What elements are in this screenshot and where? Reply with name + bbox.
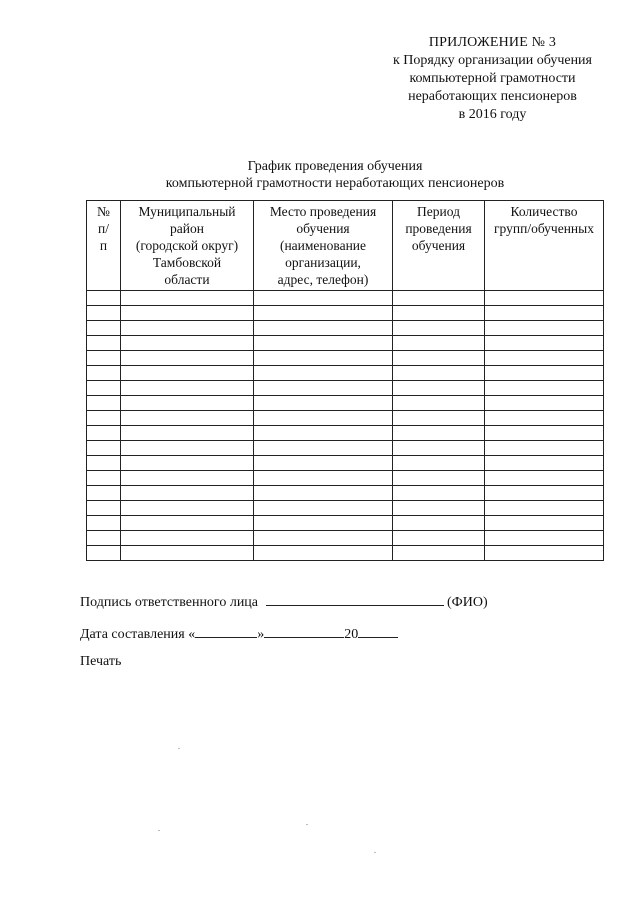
- table-cell[interactable]: [87, 516, 121, 531]
- table-body: [87, 291, 604, 561]
- table-row: [87, 396, 604, 411]
- table-row: [87, 456, 604, 471]
- column-header-line: адрес, телефон): [277, 272, 369, 287]
- table-cell[interactable]: [393, 381, 485, 396]
- table-cell[interactable]: [121, 366, 254, 381]
- table-cell[interactable]: [485, 501, 604, 516]
- table-cell[interactable]: [87, 381, 121, 396]
- column-header-line: групп/обученных: [494, 221, 594, 236]
- table-cell[interactable]: [87, 306, 121, 321]
- table-cell[interactable]: [393, 426, 485, 441]
- column-header-line: №: [97, 204, 110, 219]
- table-cell[interactable]: [254, 291, 393, 306]
- table-row: [87, 381, 604, 396]
- table-cell[interactable]: [121, 306, 254, 321]
- table-cell[interactable]: [485, 351, 604, 366]
- scan-speck: [374, 852, 376, 853]
- table-cell[interactable]: [121, 411, 254, 426]
- signature-line: [80, 592, 488, 611]
- table-cell[interactable]: [87, 441, 121, 456]
- table-cell[interactable]: [254, 426, 393, 441]
- table-cell[interactable]: [121, 426, 254, 441]
- table-cell[interactable]: [254, 321, 393, 336]
- table-cell[interactable]: [485, 441, 604, 456]
- appendix-title: ПРИЛОЖЕНИЕ № 3: [428, 35, 557, 50]
- table-cell[interactable]: [485, 546, 604, 561]
- table-cell[interactable]: [87, 336, 121, 351]
- table-cell[interactable]: [87, 351, 121, 366]
- table-cell[interactable]: [393, 531, 485, 546]
- table-cell[interactable]: [121, 456, 254, 471]
- table-cell[interactable]: [87, 486, 121, 501]
- column-header-line: Тамбовской: [152, 255, 222, 270]
- table-row: [87, 531, 604, 546]
- table-cell[interactable]: [485, 411, 604, 426]
- table-cell[interactable]: [87, 291, 121, 306]
- table-cell[interactable]: [254, 486, 393, 501]
- column-header-line: п: [99, 238, 108, 253]
- table-cell[interactable]: [485, 366, 604, 381]
- title-line-1: График проведения обучения: [247, 159, 423, 174]
- table-cell[interactable]: [87, 456, 121, 471]
- table-cell[interactable]: [393, 516, 485, 531]
- column-header-line: области: [164, 272, 210, 287]
- table-cell[interactable]: [87, 531, 121, 546]
- table-row: [87, 411, 604, 426]
- table-cell[interactable]: [485, 336, 604, 351]
- table-cell[interactable]: [485, 396, 604, 411]
- scan-speck: [178, 748, 180, 749]
- table-cell[interactable]: [393, 441, 485, 456]
- table-row: [87, 336, 604, 351]
- date-mid: »: [257, 627, 265, 642]
- table-cell[interactable]: [121, 531, 254, 546]
- table-row: [87, 291, 604, 306]
- table-cell[interactable]: [254, 306, 393, 321]
- date-label: Дата составления «: [80, 627, 196, 642]
- table-row: [87, 486, 604, 501]
- table-cell[interactable]: [87, 471, 121, 486]
- table-cell[interactable]: [254, 531, 393, 546]
- column-header: [393, 201, 485, 291]
- table-cell[interactable]: [87, 366, 121, 381]
- table-header: [87, 201, 604, 291]
- table-cell[interactable]: [121, 471, 254, 486]
- date-line: [80, 624, 398, 643]
- table-cell[interactable]: [254, 471, 393, 486]
- column-header-line: Место проведения: [269, 204, 377, 219]
- stamp-line: [80, 654, 121, 670]
- table-cell[interactable]: [121, 501, 254, 516]
- table-cell[interactable]: [121, 336, 254, 351]
- column-header-line: п/: [98, 221, 109, 236]
- column-header-line: организации,: [285, 255, 361, 270]
- column-header: [485, 201, 604, 291]
- scan-speck: [306, 824, 308, 825]
- column-header-line: обучения: [296, 221, 350, 236]
- table-cell[interactable]: [393, 456, 485, 471]
- column-header-line: Период: [417, 204, 460, 219]
- signature-label: Подпись ответственного лица: [80, 595, 259, 610]
- table-row: [87, 351, 604, 366]
- date-year-blank[interactable]: [358, 624, 398, 638]
- table-cell[interactable]: [121, 546, 254, 561]
- table-row: [87, 516, 604, 531]
- table-row: [87, 426, 604, 441]
- column-header: [121, 201, 254, 291]
- table-cell[interactable]: [254, 411, 393, 426]
- table-cell[interactable]: [485, 291, 604, 306]
- table-cell[interactable]: [485, 486, 604, 501]
- table-cell[interactable]: [393, 336, 485, 351]
- table-cell[interactable]: [393, 366, 485, 381]
- table-cell[interactable]: [254, 456, 393, 471]
- table-cell[interactable]: [121, 351, 254, 366]
- table-cell[interactable]: [254, 366, 393, 381]
- table-cell[interactable]: [485, 471, 604, 486]
- signature-suffix: (ФИО): [447, 595, 488, 610]
- table-cell[interactable]: [393, 546, 485, 561]
- table-cell[interactable]: [393, 396, 485, 411]
- table-row: [87, 471, 604, 486]
- table-cell[interactable]: [393, 291, 485, 306]
- table-cell[interactable]: [254, 546, 393, 561]
- table-cell[interactable]: [485, 456, 604, 471]
- table-cell[interactable]: [87, 426, 121, 441]
- table-cell[interactable]: [254, 396, 393, 411]
- table-cell[interactable]: [254, 381, 393, 396]
- stamp-label: Печать: [80, 654, 122, 669]
- table-header-row: [87, 201, 604, 291]
- column-header: [254, 201, 393, 291]
- signature-blank[interactable]: [266, 592, 444, 606]
- table-cell[interactable]: [121, 321, 254, 336]
- appendix-line: в 2016 году: [458, 107, 527, 122]
- table-row: [87, 321, 604, 336]
- schedule-table: [86, 200, 604, 561]
- appendix-line: неработающих пенсионеров: [408, 89, 577, 104]
- appendix-line: компьютерной грамотности: [409, 71, 576, 86]
- column-header-line: обучения: [411, 238, 466, 253]
- column-header-line: (городской округ): [135, 238, 239, 253]
- table-cell[interactable]: [254, 501, 393, 516]
- table-cell[interactable]: [393, 321, 485, 336]
- table-cell[interactable]: [254, 441, 393, 456]
- table-row: [87, 546, 604, 561]
- column-header: [87, 201, 121, 291]
- column-header-line: Муниципальный: [138, 204, 236, 219]
- table-cell[interactable]: [485, 516, 604, 531]
- table-cell[interactable]: [87, 411, 121, 426]
- table-cell[interactable]: [393, 351, 485, 366]
- table-cell[interactable]: [87, 546, 121, 561]
- scan-speck: [158, 830, 160, 831]
- table-cell[interactable]: [485, 381, 604, 396]
- table-cell[interactable]: [121, 486, 254, 501]
- date-year-prefix: 20: [344, 627, 359, 642]
- column-header-line: Количество: [510, 204, 578, 219]
- column-header-line: район: [170, 221, 204, 236]
- table-cell[interactable]: [121, 381, 254, 396]
- table-cell[interactable]: [393, 411, 485, 426]
- table-cell[interactable]: [87, 501, 121, 516]
- table-cell[interactable]: [121, 396, 254, 411]
- table-row: [87, 306, 604, 321]
- date-month-blank[interactable]: [264, 624, 344, 638]
- date-day-blank[interactable]: [195, 624, 257, 638]
- title-line-2: компьютерной грамотности неработающих пенсионеров: [165, 176, 505, 191]
- table-cell[interactable]: [485, 531, 604, 546]
- table-cell[interactable]: [485, 426, 604, 441]
- table-row: [87, 366, 604, 381]
- table-cell[interactable]: [485, 306, 604, 321]
- table-cell[interactable]: [393, 471, 485, 486]
- table-cell[interactable]: [485, 321, 604, 336]
- table-cell[interactable]: [393, 501, 485, 516]
- table-row: [87, 441, 604, 456]
- appendix-block: [360, 34, 625, 124]
- document-title: [120, 158, 550, 192]
- table-cell[interactable]: [121, 291, 254, 306]
- table-cell[interactable]: [121, 516, 254, 531]
- appendix-line: к Порядку организации обучения: [392, 53, 592, 68]
- table-cell[interactable]: [121, 441, 254, 456]
- table-cell[interactable]: [254, 516, 393, 531]
- table-cell[interactable]: [254, 351, 393, 366]
- table-row: [87, 501, 604, 516]
- column-header-line: (наименование: [279, 238, 367, 253]
- table-cell[interactable]: [393, 306, 485, 321]
- table-cell[interactable]: [393, 486, 485, 501]
- table-cell[interactable]: [87, 396, 121, 411]
- table-cell[interactable]: [87, 321, 121, 336]
- table-cell[interactable]: [254, 336, 393, 351]
- column-header-line: проведения: [405, 221, 472, 236]
